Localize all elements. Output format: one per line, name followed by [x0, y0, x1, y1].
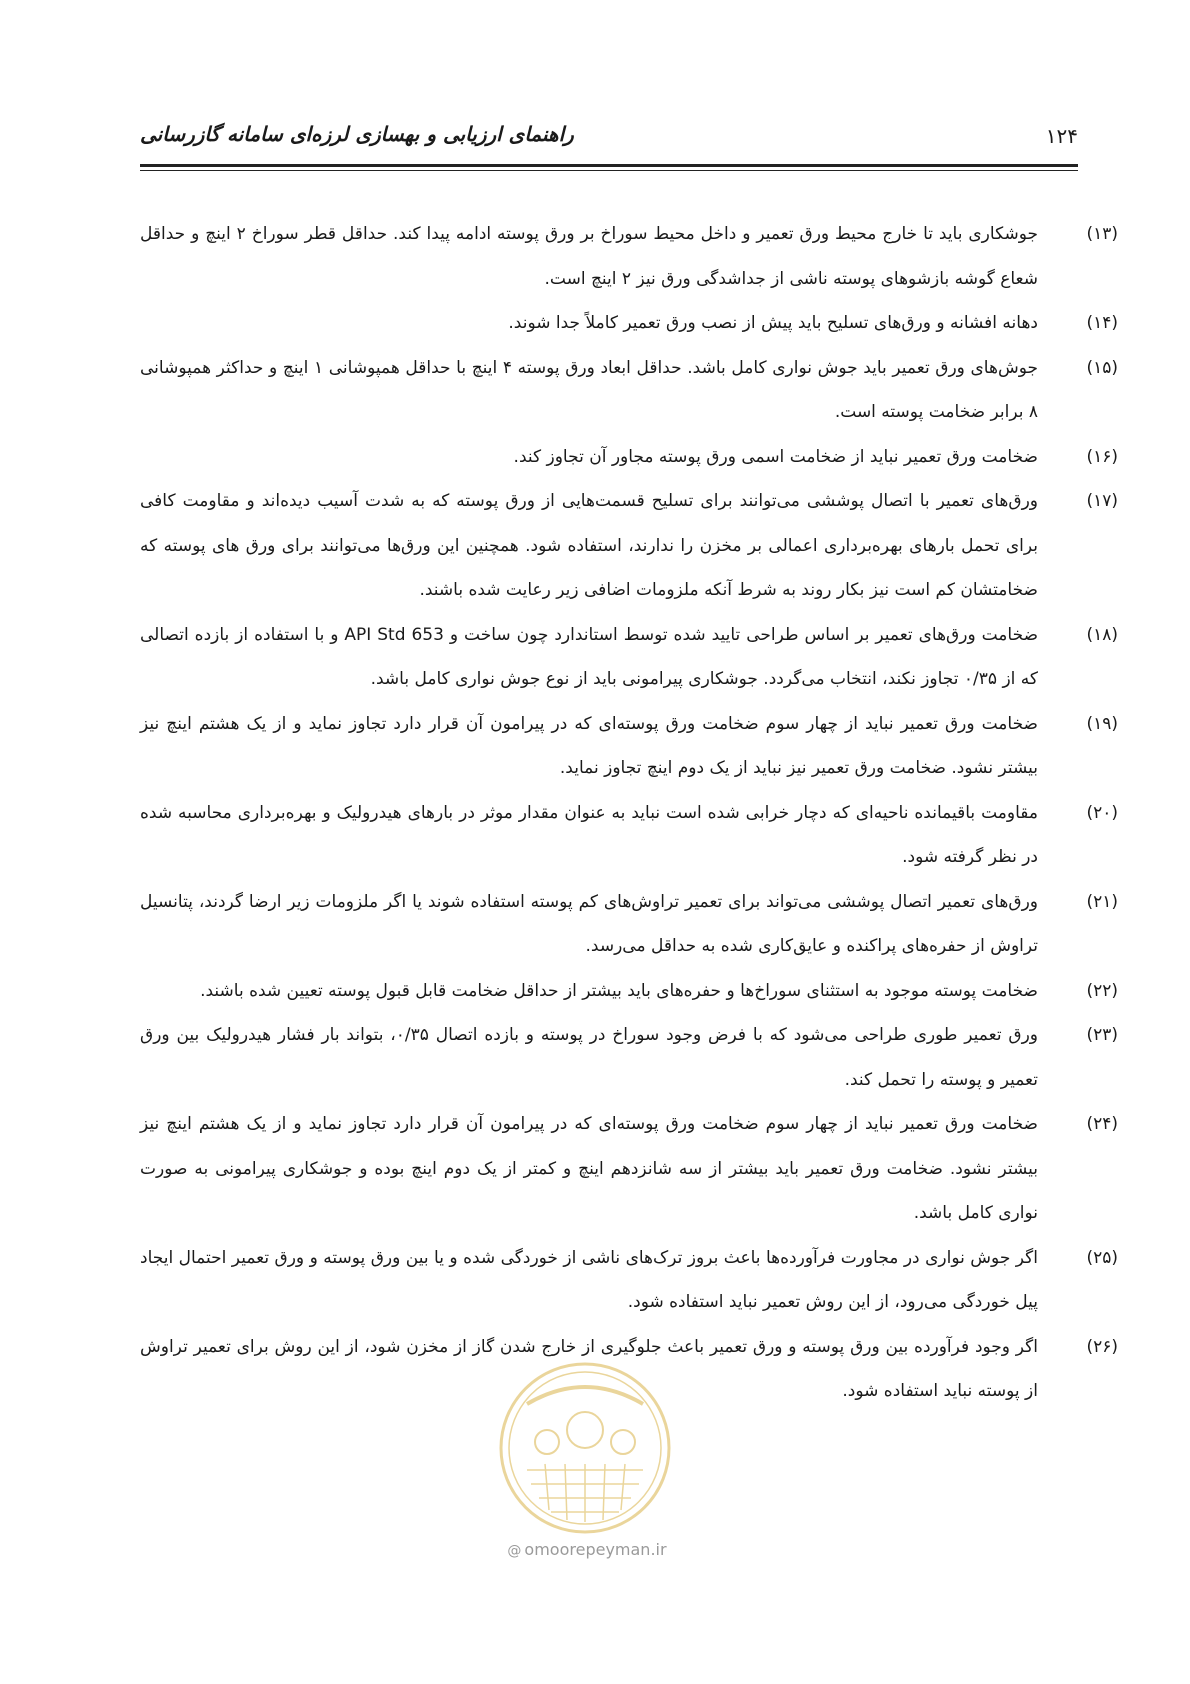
watermark-caption	[492, 1540, 682, 1559]
watermark-seal-icon	[497, 1360, 673, 1536]
list-item	[140, 969, 1118, 1014]
list-item	[140, 435, 1118, 480]
list-item	[140, 1236, 1118, 1325]
item-text: ضخامت پوسته موجود به استثنای سوراخ‌ها و حفره‌های باید بیشتر از حداقل ضخامت قابل قبول پوسته تعیین شده باشند.	[200, 980, 1038, 1001]
item-number: (۲۴)	[1086, 1114, 1118, 1134]
list-item	[140, 1102, 1118, 1236]
item-text: ورق‌های تعمیر اتصال پوششی می‌تواند برای تعمیر تراوش‌های کم پوسته استفاده شوند یا اگر ملزومات زیر ارضا گردند، پتانسیل تراوش از حفره‌های پراکنده و عایق‌کاری شده به حداقل می‌رسد.	[140, 891, 1038, 956]
header-rule	[140, 164, 1078, 167]
item-text: جوش‌های ورق تعمیر باید جوش نواری کامل باشد. حداقل ابعاد ورق پوسته ۴ اینچ با حداقل همپوشانی ۱ اینچ و حداکثر همپوشانی ۸ برابر ضخامت پوسته است.	[140, 357, 1038, 422]
item-number: (۱۵)	[1086, 357, 1118, 378]
item-text: ضخامت ورق تعمیر نباید از ضخامت اسمی ورق پوسته مجاور آن تجاوز کند.	[513, 446, 1038, 467]
item-number: (۱۸)	[1086, 624, 1119, 645]
list-item	[140, 301, 1118, 346]
item-number: (۱۹)	[1086, 713, 1118, 734]
page-number: ۱۲۴	[1045, 124, 1078, 148]
page-header	[140, 118, 1078, 158]
item-text: ورق تعمیر طوری طراحی می‌شود که با فرض وجود سوراخ در پوسته و بازده اتصال ۰/۳۵، بتواند بار فشار هیدرولیک بین ورق تعمیر و پوسته را تحمل کند.	[140, 1025, 1039, 1090]
list-item	[140, 702, 1118, 791]
item-number: (۲۰)	[1086, 802, 1118, 823]
item-text: ورق‌های تعمیر با اتصال پوششی می‌توانند برای تسلیح قسمت‌هایی از ورق پوسته که به شدت آسیب دیده‌اند و مقاومت کافی برای تحمل بارهای بهره‌برداری اعمالی بر مخزن را ندارند، استفاده شود. همچنین این ورق‌ها می‌توانند برای ورق های پوسته که ضخامتشان کم است نیز بکار روند به شرط آنکه ملزومات اضافی زیر رعایت شده باشند.	[140, 491, 1038, 600]
item-number: (۲۶)	[1086, 1336, 1118, 1357]
list-item	[140, 212, 1118, 301]
item-number: (۲۳)	[1086, 1025, 1119, 1045]
item-text: اگر جوش نواری در مجاورت فرآورده‌ها باعث بروز ترک‌های ناشی از خوردگی شده و یا بین ورق پوسته و ورق تعمیر احتمال ایجاد پیل خوردگی می‌رود، از این روش تعمیر نباید استفاده شود.	[140, 1247, 1038, 1312]
item-number: (۱۴)	[1086, 313, 1118, 333]
item-text: مقاومت باقیمانده ناحیه‌ای که دچار خرابی شده است نباید به عنوان مقدار موثر در بارهای هیدرولیک و بهره‌برداری محاسبه شده در نظر گرفته شود.	[140, 802, 1038, 867]
list-item	[140, 1013, 1119, 1102]
watermark-url: omoorepeyman.ir	[524, 1540, 667, 1559]
item-number: (۲۲)	[1086, 980, 1118, 1001]
header-rule-thin	[140, 170, 1078, 171]
list-item	[140, 479, 1118, 613]
item-text: ضخامت ورق تعمیر نباید از چهار سوم ضخامت ورق پوسته‌ای که در پیرامون آن قرار دارد تجاوز نماید و از یک هشتم اینچ نیز بیشتر نشود. ضخامت ورق تعمیر نیز نباید از یک دوم اینچ تجاوز نماید.	[140, 713, 1038, 778]
item-text: اگر وجود فرآورده بین ورق پوسته و ورق تعمیر باعث جلوگیری از خارج شدن گاز از مخزن شود، از این روش برای تعمیر تراوش از پوسته نباید استفاده شود.	[140, 1336, 1038, 1401]
document-body	[140, 212, 1119, 1414]
running-title: راهنمای ارزیابی و بهسازی لرزه‌ای سامانه گازرسانی	[140, 122, 574, 146]
item-number: (۲۱)	[1086, 891, 1118, 912]
list-item	[140, 880, 1118, 969]
item-number: (۱۳)	[1086, 224, 1118, 244]
list-item	[140, 346, 1118, 435]
item-text: دهانه افشانه و ورق‌های تسلیح باید پیش از نصب ورق تعمیر کاملاً جدا شوند.	[508, 313, 1038, 333]
item-text: جوشکاری باید تا خارج محیط ورق تعمیر و داخل محیط سوراخ بر ورق پوسته ادامه پیدا کند. حداقل قطر سوراخ ۲ اینچ و حداقل شعاع گوشه بازشوهای پوسته ناشی از جداشدگی ورق نیز ۲ اینچ است.	[140, 224, 1038, 289]
item-text: ضخامت ورق تعمیر نباید از چهار سوم ضخامت ورق پوسته‌ای که در پیرامون آن قرار دارد تجاوز نماید و از یک هشتم اینچ نیز بیشتر نشود. ضخامت ورق تعمیر باید بیشتر از سه شانزدهم اینچ و کمتر از یک دوم اینچ بوده و جوشکاری پیرامونی به صورت نواری کامل باشد.	[140, 1114, 1038, 1223]
item-number: (۲۵)	[1086, 1247, 1118, 1268]
item-number: (۱۷)	[1086, 491, 1118, 511]
list-item	[140, 613, 1119, 702]
at-icon: @	[507, 1543, 522, 1559]
list-item	[140, 791, 1118, 880]
item-number: (۱۶)	[1086, 446, 1118, 467]
item-text: ضخامت ورق‌های تعمیر بر اساس طراحی تایید شده توسط استاندارد چون ساخت و API Std 653 و با استفاده از بازده اتصالی که از ۰/۳۵ تجاوز نکند، انتخاب می‌گردد. جوشکاری پیرامونی باید از نوع جوش نواری کامل باشد.	[140, 624, 1039, 689]
